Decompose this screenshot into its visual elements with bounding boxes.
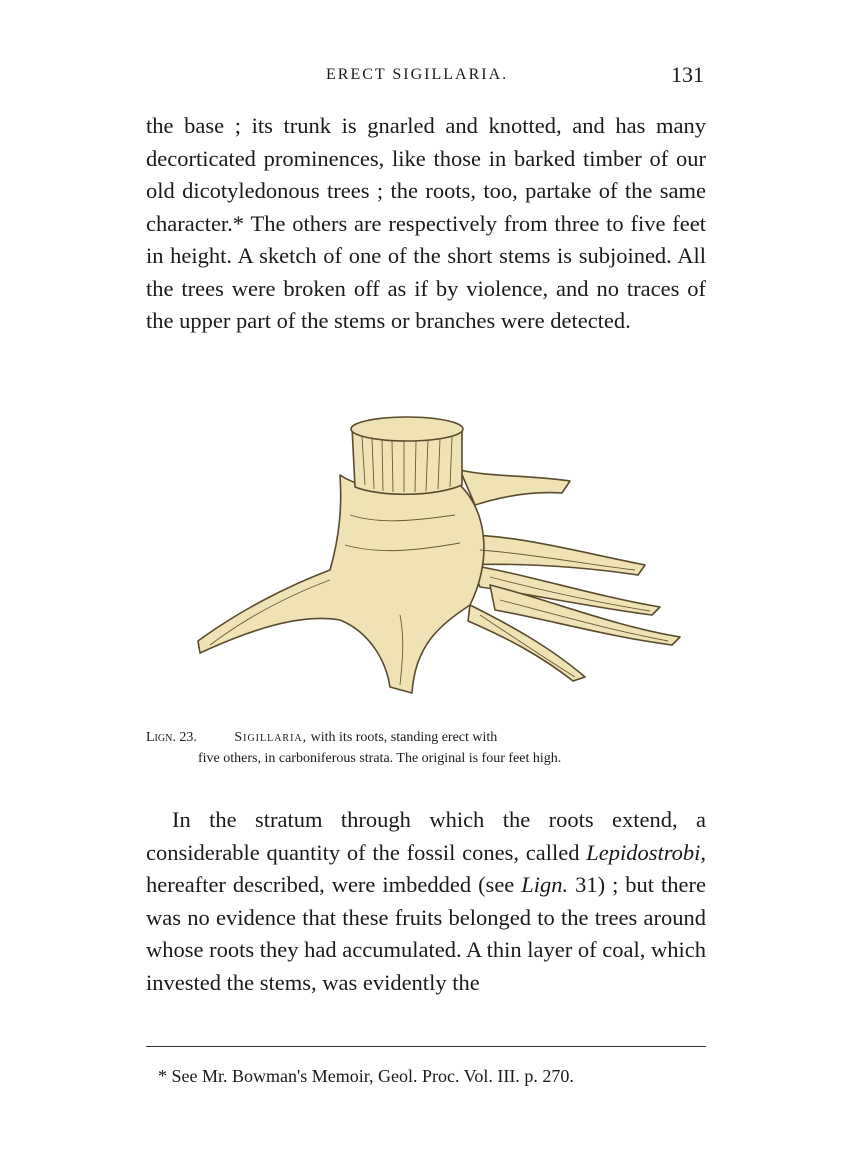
body-paragraph-1: the base ; its trunk is gnarled and knotted, and has many decorticated prominences, like those in barked timber of our old dicotyledonous trees ; the roots, too, partake of the same character.* The others are respectively from three to five feet in height. A sketch of one of the short stems is subjoined. All the trees were broken off as if by violence, and no traces of the upper part of the stems or branches were detected. [146,113,706,333]
tree-stump-drawing [190,415,690,715]
footnote: * See Mr. Bowman's Memoir, Geol. Proc. Vol. III. p. 270. [158,1066,574,1086]
para2-text-1: In the stratum through which the roots extend, a considerable quantity of the fossil cones, called [146,807,706,865]
para2-text-2: hereafter described, were imbedded (see [146,872,522,897]
running-title: ERECT SIGILLARIA. [326,66,509,83]
para2-text-3: 31) ; but there was no evidence that these fruits belonged to the trees around whose roots they had accumulated. A thin layer of coal, which invested the stems, was evidently the [146,872,706,995]
body-paragraph-2 [146,804,706,999]
caption-line1-text: with its roots, standing erect with [310,730,498,745]
sigillaria-illustration [190,415,690,715]
caption-first-line [146,727,646,748]
footnote-divider [146,1046,706,1047]
para2-italic-ref: Lign. [521,872,569,897]
figure-caption [146,727,646,769]
figure-subject: Sigillaria, [234,730,308,745]
figure-label: Lign. 23. [146,730,197,745]
caption-continuation: five others, in carboniferous strata. The original is four feet high. [198,751,562,766]
running-head [146,62,706,90]
para2-italic-term: Lepidostrobi, [586,839,706,865]
page-number: 131 [671,62,704,87]
